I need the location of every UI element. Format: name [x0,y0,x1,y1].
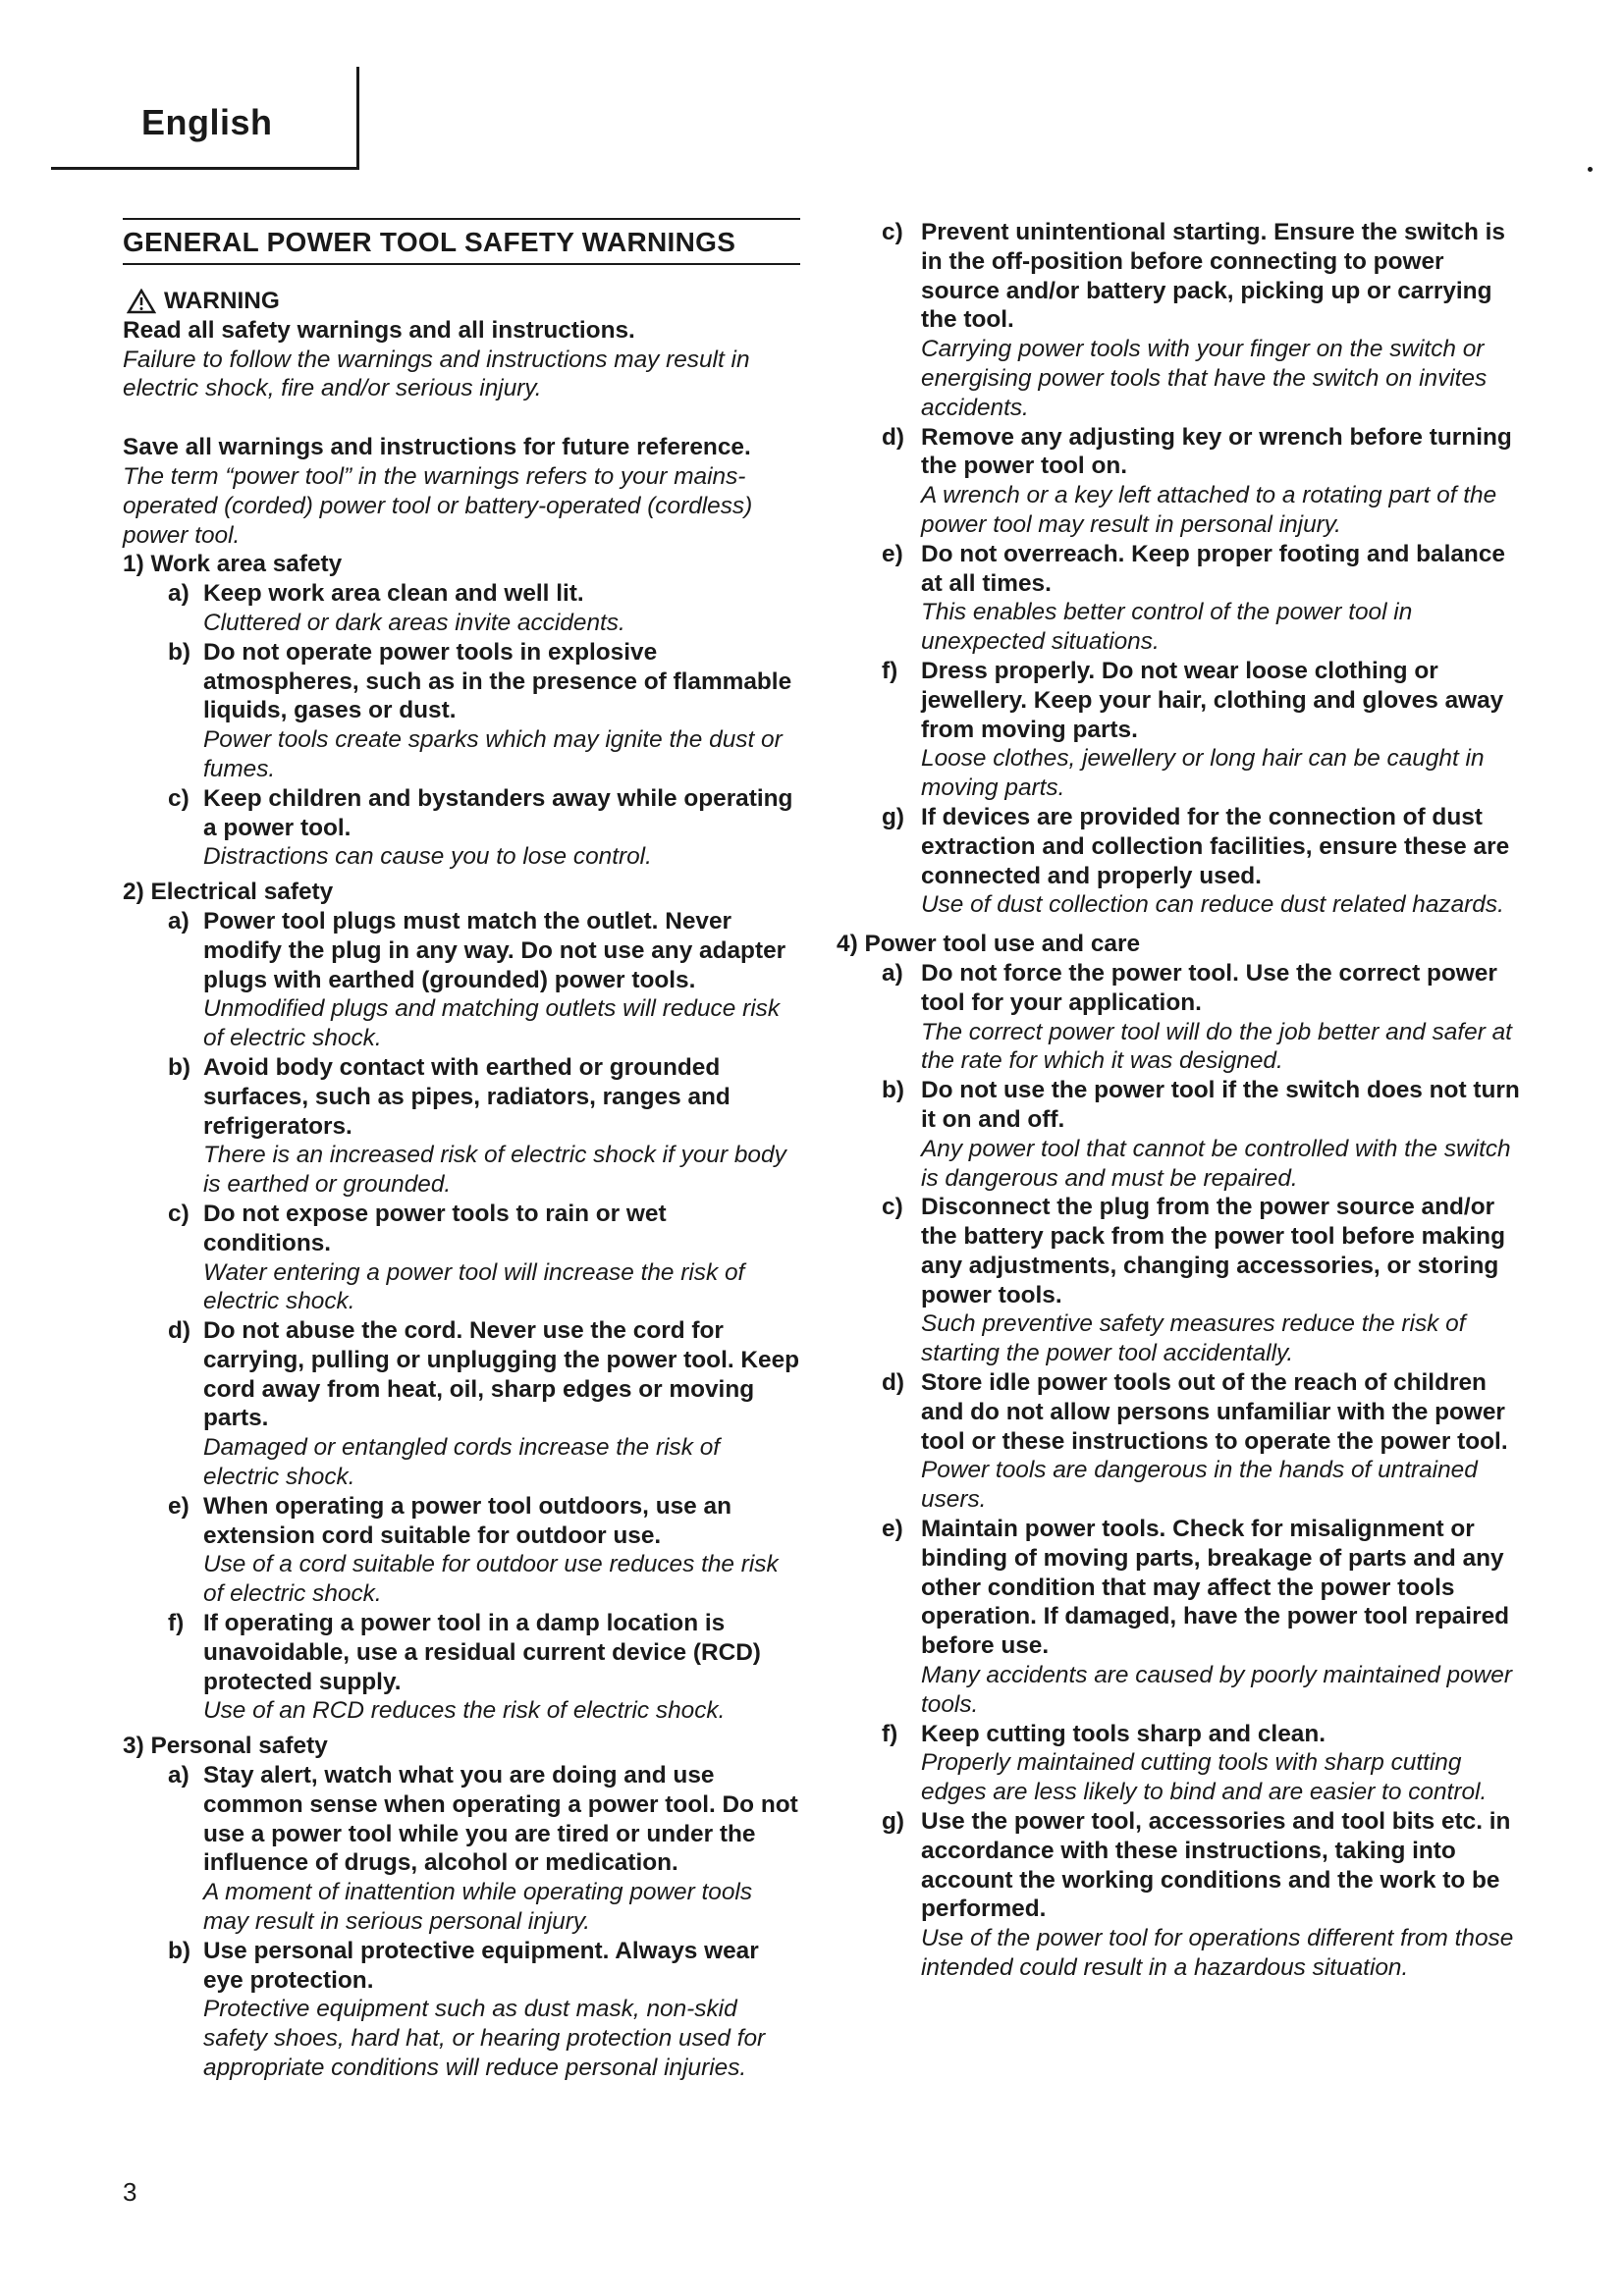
list-item [168,1937,800,2083]
item-bold: Dress properly. Do not wear loose clothing or jewellery. Keep your hair, clothing and gloves away from moving parts. [921,657,1504,743]
item-italic: Carrying power tools with your finger on the switch or energising power tools that have the switch on invites accidents. [921,336,1488,421]
list-item [882,1076,1524,1193]
section-heading: 2) Electrical safety [123,879,334,906]
item-bold: If operating a power tool in a damp location is unavoidable, use a residual current device (RCD) protected supply. [203,1610,761,1695]
item-italic: Properly maintained cutting tools with sharp cutting edges are less likely to bind and are easier to control. [921,1749,1488,1806]
item-italic: Power tools are dangerous in the hands of untrained users. [921,1457,1478,1514]
item-italic: Use of a cord suitable for outdoor use reduces the risk of electric shock. [203,1551,779,1608]
list-item [168,638,800,784]
item-label: f) [882,657,898,684]
list-item [882,959,1524,1076]
item-italic: Distractions can cause you to lose control. [203,843,652,871]
item-label: d) [882,1369,905,1397]
item-label: e) [168,1492,189,1520]
item-label: c) [168,784,189,812]
item-bold: Power tool plugs must match the outlet. Never modify the plug in any way. Do not use any adapter plugs with earthed (grounded) power tools. [203,907,786,993]
item-bold: Keep cutting tools sharp and clean. [921,1720,1326,1747]
item-bold: Keep children and bystanders away while operating a power tool. [203,784,793,841]
item-bold: Use the power tool, accessories and tool bits etc. in accordance with these instructions, taking into account the working conditions and the work to be performed. [921,1808,1511,1923]
item-italic: Use of the power tool for operations different from those intended could result in a hazardous situation. [921,1925,1514,1982]
list-item [168,1316,800,1492]
list-item [168,907,800,1053]
warning-heading [127,287,800,316]
list-item [882,540,1524,657]
item-label: e) [882,1516,903,1543]
item-label: c) [882,219,903,245]
item-italic: Cluttered or dark areas invite accidents. [203,609,625,636]
list-item [882,1720,1524,1807]
item-italic: Use of an RCD reduces the risk of electric shock. [203,1697,726,1725]
list-item [882,423,1524,540]
item-bold: Do not expose power tools to rain or wet conditions. [203,1200,667,1256]
page-mark-dot [1588,167,1593,172]
item-bold: If devices are provided for the connection of dust extraction and collection facilities, ensure these are connected and properly used. [921,803,1510,889]
save-bold: Save all warnings and instructions for future reference. [123,434,751,461]
item-label: c) [882,1194,903,1221]
item-bold: Stay alert, watch what you are doing and use common sense when operating a power tool. Do not use a power tool while you are tired or under the influence of drugs, alcohol or medication. [203,1762,798,1877]
item-bold: Maintain power tools. Check for misalignment or binding of moving parts, breakage of parts and any other condition that may affect the power tools operation. If damaged, have the power tool repaired before use. [921,1516,1510,1660]
item-bold: Avoid body contact with earthed or grounded surfaces, such as pipes, radiators, ranges and refrigerators. [203,1053,731,1140]
item-italic: There is an increased risk of electric shock if your body is earthed or grounded. [203,1142,786,1199]
item-italic: Many accidents are caused by poorly maintained power tools. [921,1662,1512,1718]
item-label: b) [168,638,191,666]
item-italic: This enables better control of the power tool in unexpected situations. [921,599,1413,656]
item-italic: Protective equipment such as dust mask, non-skid safety shoes, hard hat, or hearing protection used for appropriate conditions will reduce personal injuries. [203,1996,766,2082]
item-label: b) [168,1053,191,1081]
section-title: GENERAL POWER TOOL SAFETY WARNINGS [123,218,800,265]
item-italic: Any power tool that cannot be controlled with the switch is dangerous and must be repaired. [921,1135,1511,1192]
item-bold: Prevent unintentional starting. Ensure the switch is in the off-position before connecting to power source and/or battery pack, picking up or carrying the tool. [921,219,1505,334]
item-label: a) [168,907,189,934]
item-label: d) [168,1317,191,1345]
list-item [882,803,1524,920]
item-bold: Do not force the power tool. Use the correct power tool for your application. [921,959,1497,1016]
item-italic: A wrench or a key left attached to a rotating part of the power tool may result in personal injury. [921,482,1497,538]
list-item [882,1515,1524,1720]
item-bold: Disconnect the plug from the power source and/or the battery pack from the power tool before making any adjustments, changing accessories, or storing power tools. [921,1194,1505,1308]
warning-triangle-icon [127,289,156,314]
list-item [168,1200,800,1316]
item-label: b) [168,1937,191,1964]
section-heading: 3) Personal safety [123,1733,328,1760]
item-label: f) [168,1610,185,1637]
item-bold: Keep work area clean and well lit. [203,580,584,608]
item-italic: Power tools create sparks which may ignite the dust or fumes. [203,726,783,782]
item-bold: Remove any adjusting key or wrench before turning the power tool on. [921,423,1512,480]
item-bold: Do not abuse the cord. Never use the cord for carrying, pulling or unplugging the power tool. Keep cord away from heat, oil, sharp edges or moving parts. [203,1317,800,1432]
item-bold: Store idle power tools out of the reach of children and do not allow persons unfamiliar with the power tool or these instructions to operate the power tool. [921,1369,1508,1455]
item-italic: Use of dust collection can reduce dust related hazards. [921,891,1504,919]
intro-bold: Read all safety warnings and all instructions. [123,316,635,344]
list-item [882,1807,1524,1983]
item-italic: Unmodified plugs and matching outlets will reduce risk of electric shock. [203,995,781,1052]
item-label: g) [882,1808,905,1836]
item-label: c) [168,1200,189,1227]
language-tab [51,67,359,170]
item-bold: Do not overreach. Keep proper footing and balance at all times. [921,540,1505,597]
list-item [168,1053,800,1200]
item-label: f) [882,1720,898,1747]
item-bold: Use personal protective equipment. Always wear eye protection. [203,1937,759,1994]
intro-italic: Failure to follow the warnings and instructions may result in electric shock, fire and/or serious injury. [123,346,750,402]
item-italic: Damaged or entangled cords increase the risk of electric shock. [203,1434,721,1491]
item-label: b) [882,1077,905,1104]
list-item [168,784,800,872]
item-italic: Loose clothes, jewellery or long hair can be caught in moving parts. [921,745,1485,802]
save-italic: The term “power tool” in the warnings refers to your mains-operated (corded) power tool or battery-operated (cordless) power tool. [123,462,753,549]
item-italic: A moment of inattention while operating power tools may result in serious personal injury. [203,1879,753,1936]
list-item [882,218,1524,423]
item-label: g) [882,803,905,830]
item-label: a) [882,959,903,987]
warning-label: WARNING [164,288,280,314]
item-italic: Such preventive safety measures reduce the risk of starting the power tool accidentally. [921,1310,1466,1367]
section-heading: 1) Work area safety [123,551,343,578]
left-column [123,218,800,2083]
section-heading: 4) Power tool use and care [837,931,1141,958]
item-bold: When operating a power tool outdoors, use an extension cord suitable for outdoor use. [203,1492,731,1549]
list-item [168,1609,800,1726]
list-item [168,1492,800,1609]
item-bold: Do not use the power tool if the switch does not turn it on and off. [921,1077,1520,1133]
list-item [882,1193,1524,1368]
item-label: a) [168,1762,189,1789]
language-label: English [141,102,273,142]
item-bold: Do not operate power tools in explosive atmospheres, such as in the presence of flammable liquids, gases or dust. [203,638,792,724]
right-column [837,218,1524,1983]
item-italic: The correct power tool will do the job better and safer at the rate for which it was designed. [921,1018,1512,1075]
list-item [168,579,800,638]
item-label: e) [882,540,903,567]
item-label: d) [882,423,905,451]
list-item [168,1761,800,1937]
list-item [882,657,1524,803]
item-italic: Water entering a power tool will increase the risk of electric shock. [203,1258,745,1315]
page-number: 3 [123,2177,137,2207]
list-item [882,1368,1524,1515]
item-label: a) [168,580,189,608]
